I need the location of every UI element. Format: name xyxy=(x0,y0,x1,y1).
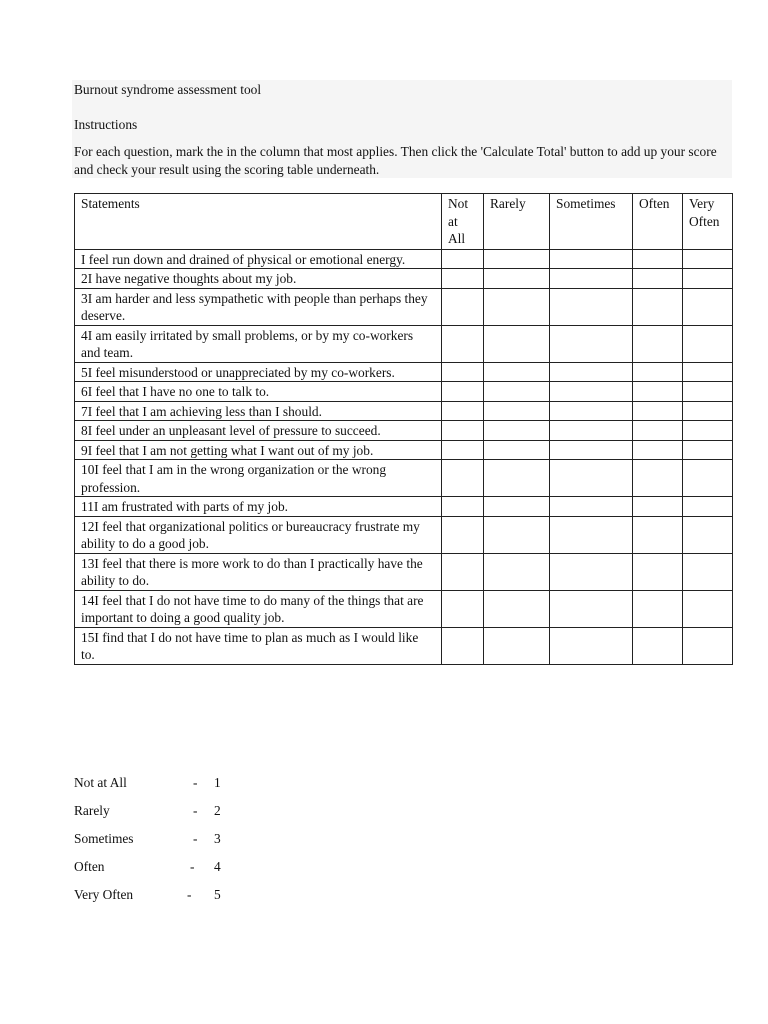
statement-text: 7I feel that I am achieving less than I should. xyxy=(75,401,442,421)
table-row xyxy=(75,497,733,517)
answer-cell-sometimes[interactable] xyxy=(550,325,633,362)
answer-cell-very-often[interactable] xyxy=(683,440,733,460)
answer-cell-not-at-all[interactable] xyxy=(442,440,484,460)
header-rarely: Rarely xyxy=(484,194,550,250)
table-row xyxy=(75,440,733,460)
statement-text: 6I feel that I have no one to talk to. xyxy=(75,382,442,402)
answer-cell-often[interactable] xyxy=(633,288,683,325)
header-sometimes: Sometimes xyxy=(550,194,633,250)
answer-cell-sometimes[interactable] xyxy=(550,421,633,441)
table-row xyxy=(75,421,733,441)
answer-cell-often[interactable] xyxy=(633,590,683,627)
answer-cell-rarely[interactable] xyxy=(484,288,550,325)
answer-cell-not-at-all[interactable] xyxy=(442,249,484,269)
answer-cell-very-often[interactable] xyxy=(683,497,733,517)
header-very-often: Very Often xyxy=(683,194,733,250)
answer-cell-rarely[interactable] xyxy=(484,362,550,382)
answer-cell-sometimes[interactable] xyxy=(550,440,633,460)
answer-cell-not-at-all[interactable] xyxy=(442,497,484,517)
answer-cell-often[interactable] xyxy=(633,460,683,497)
statement-text: 3I am harder and less sympathetic with people than perhaps they deserve. xyxy=(75,288,442,325)
answer-cell-not-at-all[interactable] xyxy=(442,288,484,325)
answer-cell-not-at-all[interactable] xyxy=(442,362,484,382)
assessment-table xyxy=(74,193,733,665)
statement-text: 9I feel that I am not getting what I want out of my job. xyxy=(75,440,442,460)
table-row xyxy=(75,401,733,421)
answer-cell-not-at-all[interactable] xyxy=(442,325,484,362)
header-not-at-all: Not at All xyxy=(442,194,484,250)
answer-cell-rarely[interactable] xyxy=(484,249,550,269)
statement-text: 2I have negative thoughts about my job. xyxy=(75,269,442,289)
scoring-label: Very Often xyxy=(74,887,134,902)
table-row xyxy=(75,325,733,362)
scoring-dash: - xyxy=(193,775,198,790)
answer-cell-sometimes[interactable] xyxy=(550,590,633,627)
answer-cell-sometimes[interactable] xyxy=(550,362,633,382)
table-row xyxy=(75,362,733,382)
scoring-label: Rarely xyxy=(74,803,110,818)
statement-text: 15I find that I do not have time to plan as much as I would like to. xyxy=(75,627,442,664)
answer-cell-not-at-all[interactable] xyxy=(442,590,484,627)
answer-cell-very-often[interactable] xyxy=(683,401,733,421)
answer-cell-very-often[interactable] xyxy=(683,460,733,497)
scoring-label: Not at All xyxy=(74,775,127,790)
statement-text: 14I feel that I do not have time to do many of the things that are important to doing a good quality job. xyxy=(75,590,442,627)
statement-text: 4I am easily irritated by small problems, or by my co-workers and team. xyxy=(75,325,442,362)
answer-cell-rarely[interactable] xyxy=(484,553,550,590)
scoring-label: Often xyxy=(74,859,105,874)
scoring-value: 4 xyxy=(214,859,221,874)
scoring-value: 3 xyxy=(214,831,221,846)
answer-cell-very-often[interactable] xyxy=(683,288,733,325)
statement-text: 11I am frustrated with parts of my job. xyxy=(75,497,442,517)
answer-cell-sometimes[interactable] xyxy=(550,553,633,590)
answer-cell-often[interactable] xyxy=(633,269,683,289)
answer-cell-very-often[interactable] xyxy=(683,553,733,590)
table-row xyxy=(75,288,733,325)
answer-cell-often[interactable] xyxy=(633,553,683,590)
scoring-value: 1 xyxy=(214,775,221,790)
statement-text: 10I feel that I am in the wrong organization or the wrong profession. xyxy=(75,460,442,497)
statement-text: 5I feel misunderstood or unappreciated by my co-workers. xyxy=(75,362,442,382)
answer-cell-rarely[interactable] xyxy=(484,325,550,362)
table-header-row xyxy=(75,194,733,250)
answer-cell-not-at-all[interactable] xyxy=(442,382,484,402)
table-row xyxy=(75,627,733,664)
answer-cell-very-often[interactable] xyxy=(683,269,733,289)
answer-cell-often[interactable] xyxy=(633,382,683,402)
answer-cell-not-at-all[interactable] xyxy=(442,516,484,553)
answer-cell-often[interactable] xyxy=(633,627,683,664)
answer-cell-not-at-all[interactable] xyxy=(442,421,484,441)
instructions-heading: Instructions xyxy=(74,117,138,132)
answer-cell-often[interactable] xyxy=(633,440,683,460)
answer-cell-rarely[interactable] xyxy=(484,516,550,553)
answer-cell-very-often[interactable] xyxy=(683,516,733,553)
header-statements: Statements xyxy=(75,194,442,250)
table-row xyxy=(75,590,733,627)
table-row xyxy=(75,269,733,289)
table-row xyxy=(75,553,733,590)
answer-cell-rarely[interactable] xyxy=(484,627,550,664)
answer-cell-rarely[interactable] xyxy=(484,401,550,421)
answer-cell-sometimes[interactable] xyxy=(550,269,633,289)
answer-cell-often[interactable] xyxy=(633,516,683,553)
answer-cell-very-often[interactable] xyxy=(683,362,733,382)
answer-cell-sometimes[interactable] xyxy=(550,249,633,269)
answer-cell-not-at-all[interactable] xyxy=(442,553,484,590)
scoring-value: 2 xyxy=(214,803,221,818)
answer-cell-very-often[interactable] xyxy=(683,590,733,627)
answer-cell-sometimes[interactable] xyxy=(550,460,633,497)
scoring-dash: - xyxy=(187,887,192,902)
answer-cell-rarely[interactable] xyxy=(484,590,550,627)
answer-cell-rarely[interactable] xyxy=(484,497,550,517)
answer-cell-rarely[interactable] xyxy=(484,269,550,289)
table-row xyxy=(75,460,733,497)
answer-cell-very-often[interactable] xyxy=(683,249,733,269)
answer-cell-very-often[interactable] xyxy=(683,382,733,402)
statement-text: 13I feel that there is more work to do than I practically have the ability to do. xyxy=(75,553,442,590)
answer-cell-often[interactable] xyxy=(633,325,683,362)
answer-cell-often[interactable] xyxy=(633,249,683,269)
answer-cell-very-often[interactable] xyxy=(683,627,733,664)
document-title: Burnout syndrome assessment tool xyxy=(74,82,262,97)
answer-cell-often[interactable] xyxy=(633,401,683,421)
answer-cell-very-often[interactable] xyxy=(683,325,733,362)
statement-text: 8I feel under an unpleasant level of pressure to succeed. xyxy=(75,421,442,441)
scoring-dash: - xyxy=(193,831,198,846)
table-row xyxy=(75,516,733,553)
answer-cell-very-often[interactable] xyxy=(683,421,733,441)
statement-text: 12I feel that organizational politics or bureaucracy frustrate my ability to do a good job. xyxy=(75,516,442,553)
header-often: Often xyxy=(633,194,683,250)
answer-cell-rarely[interactable] xyxy=(484,421,550,441)
answer-cell-sometimes[interactable] xyxy=(550,401,633,421)
answer-cell-not-at-all[interactable] xyxy=(442,269,484,289)
scoring-label: Sometimes xyxy=(74,831,134,846)
answer-cell-often[interactable] xyxy=(633,497,683,517)
answer-cell-rarely[interactable] xyxy=(484,382,550,402)
table-row xyxy=(75,249,733,269)
answer-cell-not-at-all[interactable] xyxy=(442,627,484,664)
table-row xyxy=(75,382,733,402)
answer-cell-not-at-all[interactable] xyxy=(442,460,484,497)
instructions-text: For each question, mark the in the column that most applies. Then click the 'Calculate Total' button to add up your score and check your result using the scoring table underneath. xyxy=(74,144,717,177)
answer-cell-not-at-all[interactable] xyxy=(442,401,484,421)
answer-cell-sometimes[interactable] xyxy=(550,288,633,325)
scoring-value: 5 xyxy=(214,887,221,902)
answer-cell-often[interactable] xyxy=(633,362,683,382)
answer-cell-often[interactable] xyxy=(633,421,683,441)
answer-cell-rarely[interactable] xyxy=(484,440,550,460)
scoring-dash: - xyxy=(190,859,195,874)
answer-cell-sometimes[interactable] xyxy=(550,382,633,402)
answer-cell-sometimes[interactable] xyxy=(550,497,633,517)
answer-cell-rarely[interactable] xyxy=(484,460,550,497)
answer-cell-sometimes[interactable] xyxy=(550,516,633,553)
statement-text: I feel run down and drained of physical or emotional energy. xyxy=(75,249,442,269)
answer-cell-sometimes[interactable] xyxy=(550,627,633,664)
scoring-dash: - xyxy=(193,803,198,818)
